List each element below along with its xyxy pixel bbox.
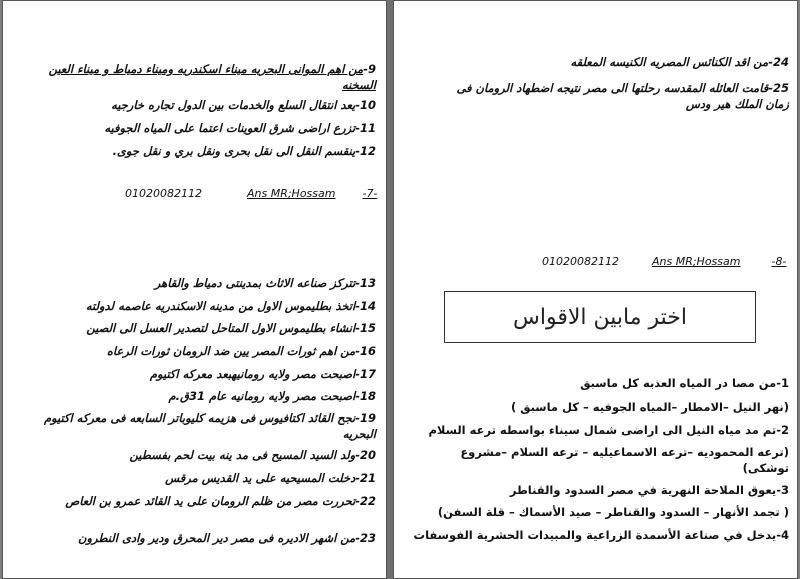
statement-17: 17-اصبحت مصر ولايه رومانيهبعد معركه اكتيوم — [149, 367, 376, 381]
question-1: 1-من مصا در المياه العذبه كل ماسبق — [580, 376, 789, 390]
footer-page-number: -7- — [362, 187, 378, 200]
statement-15: 15-انشاء بطليموس الاول المتاحل لتصدير العسل الى الصين — [86, 321, 376, 335]
statement-9: 9-من اهم الموانى البحريه ميناء اسكندريه وميناء دمياط و ميناء العين السخنه — [48, 62, 376, 92]
statement-10: 10-يعد انتقال السلع والخدمات بين الدول تجاره خارجيه — [111, 98, 376, 112]
statement-21: 21-دخلت المسيحيه على يد القديس مرقس — [165, 471, 376, 485]
footer-author: Ans MR;Hossam — [246, 187, 336, 200]
question-4: 4-يدخل في صناعة الأسمدة الزراعية والمبيدات الحشرية الفوسفات — [413, 528, 789, 542]
footer-page-number: -8- — [771, 255, 787, 268]
statement-19: 19-نجح القائد اكتافيوس فى هزيمه كليوباتر السابعه فى معركه اكتيوم البحريه — [44, 411, 376, 441]
statement-13: 13-تتركز صناعه الاثاث بمدينتى دمياط والقاهر — [154, 276, 376, 290]
document-page-right — [393, 0, 798, 579]
statement-24: 24-من اقد الكنائس المصريه الكنيسه المعلقه — [570, 55, 789, 69]
footer-phone: 01020082112 — [542, 255, 619, 268]
statement-23: 23-من اشهر الاديره فى مصر دير المحرق ودير وادى النطرون — [78, 531, 376, 545]
question-3: 3-يعوق الملاحة النهرية في مصر السدود والقناطر — [509, 483, 789, 497]
question-3-options: ( تجمد الأنهار – السدود والقناطر – صيد الأسماك – قلة السفن) — [437, 505, 789, 519]
page-footer-right — [542, 255, 786, 268]
statement-25: 25-قامت العائله المقدسه رحلتها الى مصر نتيجه اضطهاد الرومان فى زمان الملك هير ودس — [456, 81, 789, 111]
footer-author: Ans MR;Hossam — [651, 255, 741, 268]
statement-11: 11-تزرع اراضى شرق العوينات اعتما على المياه الجوفيه — [104, 121, 376, 135]
statement-12: 12-ينقسم النقل الى نقل بحرى ونقل بري و نقل جوى. — [112, 144, 376, 158]
question-2: 2-تم مد مياه النيل الى اراضى شمال سيناء بواسطه ترعه السلام — [428, 423, 789, 437]
document-page-left — [2, 0, 387, 579]
statement-22: 22-تحررت مصر من ظلم الرومان على يد القائد عمرو بن العاص — [65, 494, 376, 508]
section-heading: اختر مابين الاقواس — [444, 291, 756, 343]
statement-18: 18-اصبحت مصر ولايه رومانيه عام 31ق.م — [168, 389, 376, 403]
statement-16: 16-من اهم ثورات المصر يين ضد الرومان ثورات الرعاه — [106, 344, 376, 358]
statement-14: 14-اتخذ بطليموس الاول من مدينه الاسكندريه عاصمه لدولته — [85, 299, 376, 313]
statement-20: 20-ولد السيد المسيح فى مد ينه بيت لحم بفسطين — [129, 448, 376, 462]
question-1-options: (نهر النيل –الامطار –المياه الجوفيه – كل ماسبق ) — [510, 400, 789, 414]
question-2-options: (ترعه المحموديه –ترعه الاسماعيليه – ترعه السلام –مشروع توشكى) — [460, 445, 789, 475]
page-footer-left — [125, 187, 377, 200]
footer-phone: 01020082112 — [125, 187, 202, 200]
